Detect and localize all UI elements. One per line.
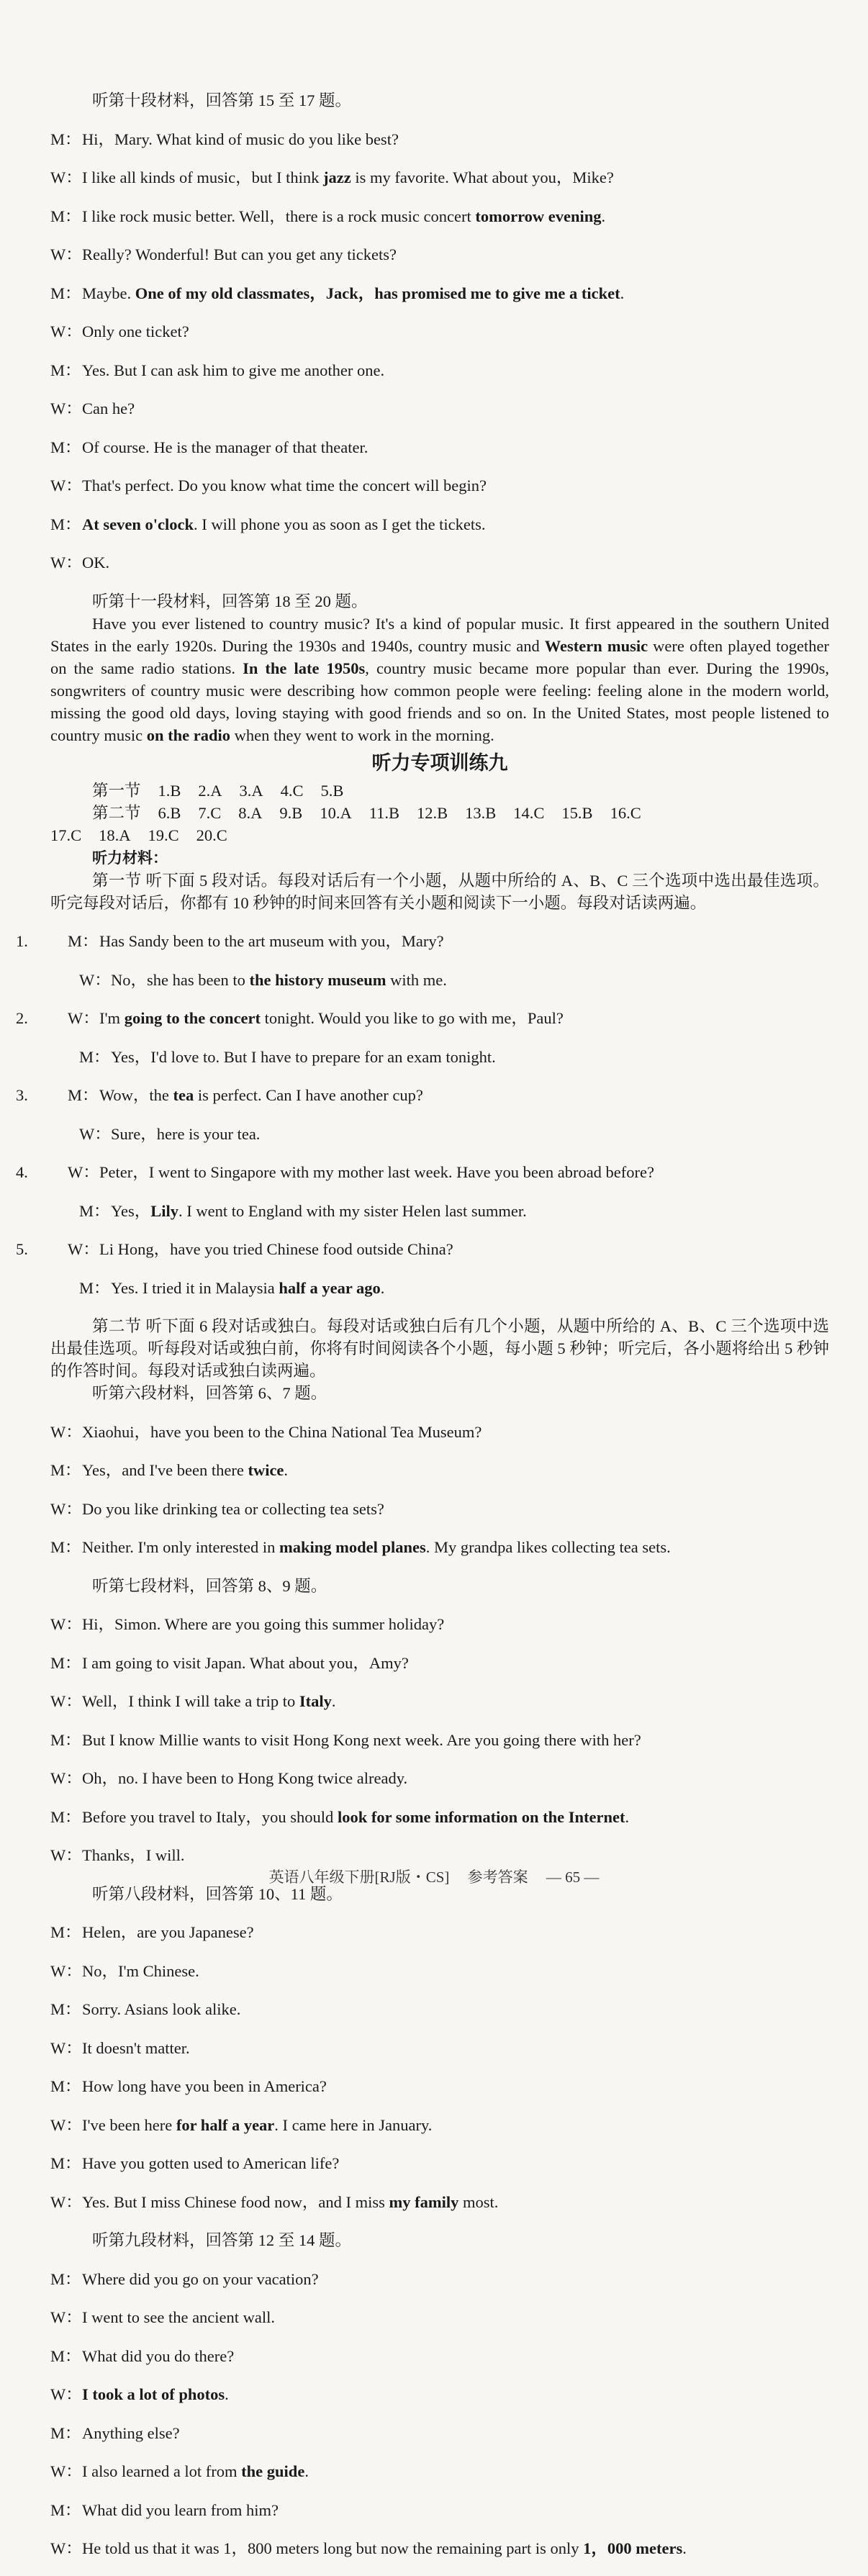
answer-item: 10.A: [320, 803, 352, 822]
dialog-line: [50, 1767, 829, 1789]
speaker: M：: [50, 1807, 81, 1826]
speaker: M：: [50, 1461, 81, 1479]
dialog-line: [50, 320, 829, 343]
answer-item: 7.C: [198, 803, 222, 822]
dialog-line: [50, 1613, 829, 1635]
dialog-line: [50, 2422, 829, 2444]
part7-dialog: [50, 1613, 829, 1866]
line-key-phrase: tea: [173, 1086, 194, 1104]
speaker: W：: [79, 1124, 111, 1143]
line-text: Hi，Simon. Where are you going this summer holiday?: [82, 1615, 445, 1633]
dialog-line: [50, 436, 829, 458]
line-text: It doesn't matter.: [82, 2038, 190, 2057]
answer-item: 11.B: [369, 803, 399, 822]
answers-section1: [50, 779, 829, 802]
dialog-line: [50, 359, 829, 381]
dialog-line: [50, 551, 829, 574]
dialog-line: [16, 930, 829, 952]
speaker: W：: [68, 1009, 99, 1027]
answers-sec2-label: 第二节: [92, 803, 141, 822]
speaker: M：: [50, 207, 81, 225]
speaker: W：: [50, 2115, 82, 2134]
section-title: 听力专项训练九: [371, 751, 508, 774]
dialog-line: [50, 2383, 829, 2405]
line-text: Before you travel to Italy，you should: [82, 1807, 338, 1826]
dialog-line: [65, 1200, 829, 1222]
line-text: Do you like drinking tea or collecting tea sets?: [82, 1499, 384, 1518]
answer-item: 8.A: [238, 803, 263, 822]
short-dialogs: [16, 930, 829, 1299]
dialog-line: [50, 1459, 829, 1481]
dialog-line: [50, 128, 829, 150]
speaker: W：: [50, 1769, 82, 1787]
dialog-line: [50, 1844, 829, 1866]
passage-text: , country music became more popular than ever. During the 1990s, songwriters of country music were describing how common people were feeling: feeling alone in the modern world, missing the good old days, loving staying with good friends and so on. In the United States, most people listened to country music: [50, 659, 830, 744]
speaker: M：: [68, 932, 99, 950]
line-key-phrase: for half a year: [176, 2115, 275, 2134]
line-key-phrase: 1，000 meters: [583, 2539, 683, 2557]
line-text: . I went to England with my sister Helen last summer.: [178, 1201, 527, 1220]
page-footer: [0, 1866, 868, 1887]
dialog-line: [50, 205, 829, 227]
line-text: . I came here in January.: [274, 2115, 433, 2134]
line-text: Of course. He is the manager of that theater.: [82, 438, 369, 456]
dialog-line: [50, 2075, 829, 2097]
speaker: M：: [50, 1730, 81, 1749]
speaker: W：: [50, 1422, 82, 1441]
dialog-line: [50, 474, 829, 497]
dialog-number: 4.: [16, 1163, 28, 1181]
speaker: M：: [50, 2077, 81, 2095]
line-text: What did you do there?: [82, 2346, 235, 2365]
dialog-line: [50, 397, 829, 420]
speaker: W：: [50, 1846, 82, 1864]
dialog-line: [16, 1238, 829, 1260]
answer-content: [16, 89, 830, 2576]
speaker: W：: [50, 1615, 82, 1633]
dialog-line: [50, 1498, 829, 1520]
line-key-phrase: At seven o'clock: [82, 515, 194, 533]
line-text: Have you gotten used to American life?: [82, 2154, 340, 2172]
speaker: W：: [50, 1692, 82, 1710]
speaker: W：: [50, 476, 82, 494]
dialog-line: [50, 2037, 829, 2059]
dialog-line: [65, 1123, 829, 1145]
speaker: M：: [50, 515, 81, 533]
dialog-line: [65, 969, 829, 991]
dialog-line: [50, 513, 829, 535]
line-key-phrase: Lily: [150, 1201, 179, 1220]
footer-book: 英语八年级下册[RJ版・CS]: [268, 1868, 450, 1886]
dialog-line: [50, 1536, 829, 1558]
line-text: Yes. I tried it in Malaysia: [111, 1278, 279, 1297]
line-text: Li Hong，have you tried Chinese food outside China?: [99, 1240, 453, 1258]
speaker: M：: [50, 2346, 81, 2365]
dialog-line: [50, 1960, 829, 1982]
line-key-phrase: going to the concert: [124, 1009, 261, 1027]
part7-heading: 听第七段材料，回答第 8、9 题。: [92, 1576, 327, 1595]
line-text: .: [225, 2385, 229, 2403]
speaker: W：: [79, 970, 111, 989]
speaker: W：: [50, 1961, 82, 1980]
dialog-line: [50, 1652, 829, 1674]
part6-heading: 听第六段材料，回答第 6、7 题。: [92, 1384, 327, 1402]
dialog-line: [50, 282, 829, 304]
speaker: M：: [50, 1653, 81, 1672]
line-text: What did you learn from him?: [82, 2500, 279, 2519]
speaker: M：: [79, 1201, 110, 1220]
dialog-line: [50, 166, 829, 189]
line-text: He told us that it was 1，800 meters long but now the remaining part is only: [82, 2539, 584, 2557]
answer-item: 2.A: [198, 781, 222, 800]
dialog-line: [50, 2345, 829, 2367]
speaker: M：: [50, 284, 81, 302]
part10-heading: 听第十段材料，回答第 15 至 17 题。: [92, 91, 352, 109]
speaker: M：: [68, 1086, 99, 1104]
dialog-line: [16, 1161, 829, 1183]
line-text: is my favorite. What about you，Mike?: [351, 168, 614, 186]
speaker: M：: [50, 361, 81, 379]
part8-dialog: [50, 1921, 829, 2213]
line-text: I'm: [99, 1009, 125, 1027]
answer-item: 3.A: [239, 781, 263, 800]
line-text: .: [601, 207, 606, 225]
dialog-line: [50, 1421, 829, 1443]
part6-dialog: [50, 1421, 829, 1559]
dialog-number: 2.: [16, 1009, 28, 1027]
footer-page-number: — 65 —: [546, 1868, 600, 1886]
line-text: .: [380, 1278, 385, 1297]
line-key-phrase: look for some information on the Internet: [337, 1807, 625, 1826]
dialog-line: [50, 2152, 829, 2174]
answers-sec1-list: [158, 782, 361, 800]
answer-item: 20.C: [196, 826, 227, 844]
answer-item: 19.C: [148, 826, 179, 844]
dialog-line: [50, 1998, 829, 2020]
speaker: M：: [50, 2154, 81, 2172]
line-text: Thanks，I will.: [82, 1846, 185, 1864]
speaker: M：: [50, 130, 81, 148]
line-text: Helen，are you Japanese?: [82, 1923, 254, 1941]
speaker: M：: [79, 1278, 110, 1297]
line-text: .: [284, 1461, 289, 1479]
dialog-line: [50, 1806, 829, 1828]
line-text: . My grandpa likes collecting tea sets.: [425, 1538, 671, 1556]
line-text: Yes，: [111, 1201, 151, 1220]
line-text: Where did you go on your vacation?: [82, 2269, 319, 2288]
answers-section2-cont: [50, 824, 829, 846]
passage-key: In the late 1950s: [243, 659, 366, 677]
material-label-text: 听力材料：: [92, 849, 168, 867]
line-text: How long have you been in America?: [82, 2077, 327, 2095]
dialog-line: [50, 2460, 829, 2482]
line-key-phrase: twice: [248, 1461, 284, 1479]
line-text: No，I'm Chinese.: [82, 1961, 199, 1980]
line-text: Yes. But I can ask him to give me another one.: [82, 361, 385, 379]
line-text: Can he?: [82, 399, 135, 417]
line-key-phrase: jazz: [322, 168, 351, 186]
line-text: Only one ticket?: [82, 322, 189, 340]
speaker: W：: [50, 2192, 82, 2211]
speaker: M：: [50, 2500, 81, 2519]
speaker: W：: [50, 2308, 82, 2326]
speaker: W：: [50, 2539, 82, 2557]
line-text: Well，I think I will take a trip to: [82, 1692, 299, 1710]
line-text: I am going to visit Japan. What about you，Amy?: [82, 1653, 409, 1672]
dialog-line: [50, 2268, 829, 2290]
line-text: I like all kinds of music，but I think: [82, 168, 323, 186]
line-text: Really? Wonderful! But can you get any tickets?: [82, 245, 397, 263]
part9-dialog: [50, 2268, 829, 2560]
dialog-line: [50, 2114, 829, 2136]
speaker: W：: [50, 2038, 82, 2057]
speaker: M：: [50, 2269, 81, 2288]
line-text: I went to see the ancient wall.: [82, 2308, 276, 2326]
speaker: W：: [50, 2462, 82, 2480]
answer-item: 6.B: [158, 803, 181, 822]
line-key-phrase: half a year ago: [279, 1278, 381, 1297]
dialog-number: 1.: [16, 932, 28, 950]
line-text: Oh，no. I have been to Hong Kong twice already.: [82, 1769, 408, 1787]
speaker: M：: [50, 1538, 81, 1556]
dialog-number: 3.: [16, 1086, 28, 1104]
dialog-line: [50, 2191, 829, 2213]
speaker: W：: [50, 553, 82, 571]
passage-text: Have you ever listened to country music? It's a kind of popular music. It first appeared in the southern United States in the early 1920s. During the 1930s and 1940s, country music and: [50, 614, 829, 655]
material-label: [50, 846, 829, 869]
speaker: M：: [79, 1047, 110, 1066]
line-text: I've been here: [82, 2115, 176, 2134]
speaker: W：: [50, 245, 82, 263]
line-key-phrase: tomorrow evening: [475, 207, 602, 225]
line-text: OK.: [82, 553, 110, 571]
line-text: most.: [458, 2192, 499, 2211]
speaker: W：: [68, 1240, 99, 1258]
part11-passage: [50, 613, 829, 746]
answer-item: 18.A: [99, 826, 131, 844]
line-text: tonight. Would you like to go with me，Paul?: [261, 1009, 564, 1027]
dialog-line: [50, 243, 829, 266]
dialog-number: 5.: [16, 1240, 28, 1258]
dialog-line: [50, 1729, 829, 1751]
passage-key: Western music: [544, 636, 648, 655]
sec2-instructions: 第二节 听下面 6 段对话或独白。每段对话或独白后有几个小题，从题中所给的 A、B、C 三个选项中选出最佳选项。听每段对话或独白前，你将有时间阅读各个小题，每小题 5 秒钟；听完后，各小题将给出 5 秒钟的作答时间。每段对话或独白读两遍。: [50, 1317, 829, 1380]
line-text: Yes，I'd love to. But I have to prepare for an exam tonight.: [111, 1047, 496, 1066]
line-text: .: [682, 2539, 687, 2557]
line-text: Yes. But I miss Chinese food now，and I miss: [82, 2192, 389, 2211]
part9-heading: 听第九段材料，回答第 12 至 14 题。: [92, 2231, 352, 2249]
dialog-line: [16, 1084, 829, 1106]
answers-sec2b-list: [50, 826, 245, 844]
line-text: .: [331, 1692, 336, 1710]
speaker: W：: [50, 1499, 82, 1518]
line-text: Anything else?: [82, 2423, 180, 2442]
part8-heading: 听第八段材料，回答第 10、11 题。: [92, 1884, 343, 1903]
line-text: with me.: [386, 970, 447, 989]
line-text: I like rock music better. Well，there is a rock music concert: [82, 207, 476, 225]
dialog-line: [16, 1007, 829, 1029]
part11-heading: 听第十一段材料，回答第 18 至 20 题。: [92, 592, 368, 610]
answer-item: 12.B: [417, 803, 448, 822]
line-key-phrase: One of my old classmates，Jack，has promised me to give me a ticket: [135, 284, 620, 302]
speaker: M：: [50, 2423, 81, 2442]
line-text: Sorry. Asians look alike.: [82, 2000, 241, 2018]
answer-item: 4.C: [280, 781, 304, 800]
speaker: M：: [50, 438, 81, 456]
passage-key: on the radio: [146, 726, 230, 744]
dialog-line: [50, 2306, 829, 2328]
line-text: Peter，I went to Singapore with my mother last week. Have you been abroad before?: [99, 1163, 654, 1181]
dialog-line: [50, 2499, 829, 2521]
line-text: Maybe.: [82, 284, 135, 302]
dialog-line: [65, 1046, 829, 1068]
line-key-phrase: my family: [389, 2192, 459, 2211]
line-text: No，she has been to: [111, 970, 250, 989]
line-key-phrase: making model planes: [279, 1538, 426, 1556]
dialog-line: [50, 1921, 829, 1943]
dialog-line: [50, 1690, 829, 1712]
line-key-phrase: I took a lot of photos: [82, 2385, 225, 2403]
passage-text: when they went to work in the morning.: [230, 726, 494, 744]
line-text: Neither. I'm only interested in: [82, 1538, 279, 1556]
line-text: Xiaohui，have you been to the China National Tea Museum?: [82, 1422, 482, 1441]
footer-section: 参考答案: [467, 1868, 528, 1886]
answer-item: 5.B: [320, 781, 344, 800]
dialog-line: [65, 1277, 829, 1299]
answers-sec1-label: 第一节: [92, 781, 141, 800]
speaker: W：: [50, 399, 82, 417]
line-key-phrase: Italy: [299, 1692, 332, 1710]
line-text: .: [625, 1807, 630, 1826]
line-key-phrase: the history museum: [249, 970, 386, 989]
line-text: . I will phone you as soon as I get the tickets.: [193, 515, 486, 533]
line-text: .: [620, 284, 625, 302]
line-text: Wow，the: [99, 1086, 173, 1104]
answer-item: 14.C: [513, 803, 545, 822]
line-key-phrase: the guide: [241, 2462, 305, 2480]
line-text: Hi，Mary. What kind of music do you like best?: [82, 130, 399, 148]
answer-item: 17.C: [50, 826, 82, 844]
line-text: Sure，here is your tea.: [111, 1124, 261, 1143]
line-text: But I know Millie wants to visit Hong Kong next week. Are you going there with her?: [82, 1730, 641, 1749]
speaker: W：: [50, 322, 82, 340]
line-text: That's perfect. Do you know what time the concert will begin?: [82, 476, 487, 494]
answer-item: 15.B: [561, 803, 593, 822]
passage-text: were often played together on the same radio stations.: [50, 636, 830, 677]
speaker: M：: [50, 1923, 81, 1941]
speaker: W：: [50, 2385, 82, 2403]
part10-dialog: [50, 128, 829, 574]
line-text: .: [304, 2462, 309, 2480]
sec1-instructions: 第一节 听下面 5 段对话。每段对话后有一个小题，从题中所给的 A、B、C 三个选项中选出最佳选项。听完每段对话后，你都有 10 秒钟的时间来回答有关小题和阅读下一小题。每段对话读两遍。: [50, 871, 829, 912]
line-text: Yes，and I've been there: [82, 1461, 248, 1479]
answer-item: 1.B: [158, 781, 181, 800]
answer-item: 13.B: [465, 803, 497, 822]
speaker: W：: [50, 168, 82, 186]
answers-sec2a-list: [158, 804, 659, 822]
answer-item: 16.C: [610, 803, 641, 822]
answer-item: 9.B: [279, 803, 303, 822]
line-text: I also learned a lot from: [82, 2462, 242, 2480]
answers-section2: [50, 802, 829, 824]
speaker: M：: [50, 2000, 81, 2018]
line-text: is perfect. Can I have another cup?: [194, 1086, 423, 1104]
speaker: W：: [68, 1163, 99, 1181]
dialog-line: [50, 2537, 829, 2559]
line-text: Has Sandy been to the art museum with you，Mary?: [99, 932, 444, 950]
